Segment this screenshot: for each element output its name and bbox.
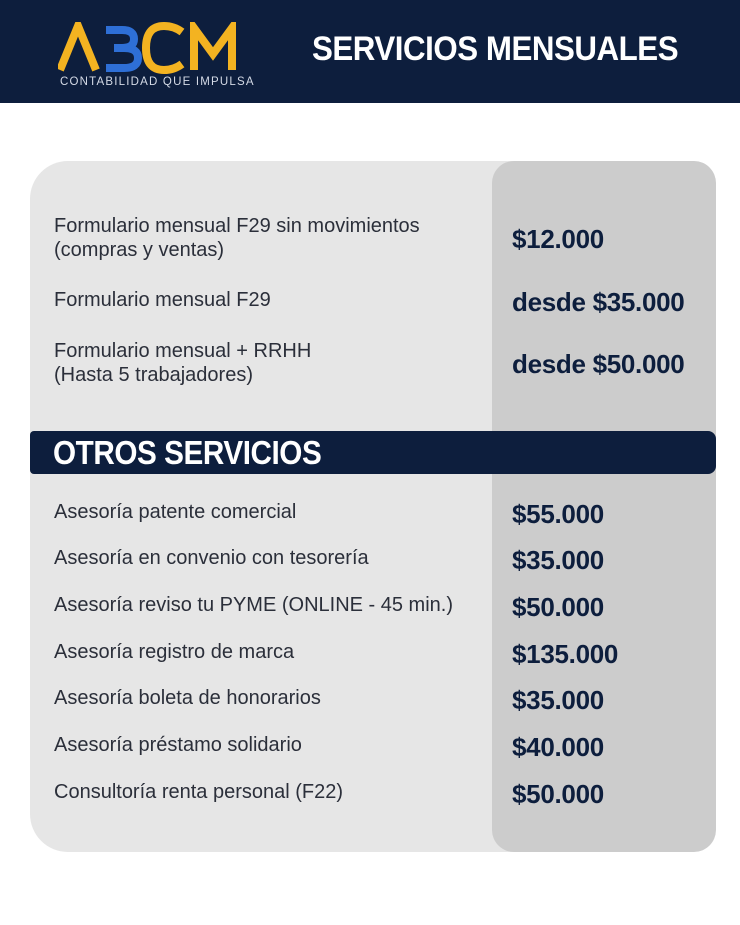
header-bar bbox=[0, 0, 740, 103]
service-price: $55.000 bbox=[512, 499, 604, 529]
brand-tagline: CONTABILIDAD QUE IMPULSA bbox=[60, 76, 255, 88]
service-price: $135.000 bbox=[512, 639, 619, 669]
service-label: Formulario mensual F29 bbox=[54, 289, 271, 311]
service-price: $35.000 bbox=[512, 685, 604, 715]
service-price: desde $50.000 bbox=[512, 349, 685, 379]
service-label: Consultoría renta personal (F22) bbox=[54, 781, 344, 803]
service-price: $12.000 bbox=[512, 224, 604, 254]
service-label: Asesoría patente comercial bbox=[54, 501, 297, 523]
service-label: Asesoría reviso tu PYME (ONLINE - 45 min.) bbox=[54, 594, 454, 616]
service-price: $50.000 bbox=[512, 592, 604, 622]
service-label: Asesoría boleta de honorarios bbox=[54, 687, 321, 709]
section-title: OTROS SERVICIOS bbox=[53, 434, 322, 471]
service-price: desde $35.000 bbox=[512, 287, 685, 317]
service-label: Asesoría préstamo solidario bbox=[54, 734, 302, 756]
service-price: $50.000 bbox=[512, 779, 604, 809]
service-label: Asesoría registro de marca bbox=[54, 641, 295, 663]
service-price: $35.000 bbox=[512, 545, 604, 575]
service-label: Asesoría en convenio con tesorería bbox=[54, 547, 369, 569]
abcm-logo-icon bbox=[58, 22, 248, 74]
service-label: Formulario mensual F29 sin movimientos (compras y ventas) bbox=[54, 215, 420, 261]
service-label: Formulario mensual + RRHH (Hasta 5 trabajadores) bbox=[54, 340, 312, 386]
service-price: $40.000 bbox=[512, 732, 604, 762]
brand-logo bbox=[58, 22, 255, 92]
section-band bbox=[30, 431, 716, 474]
page-title: SERVICIOS MENSUALES bbox=[312, 30, 679, 68]
